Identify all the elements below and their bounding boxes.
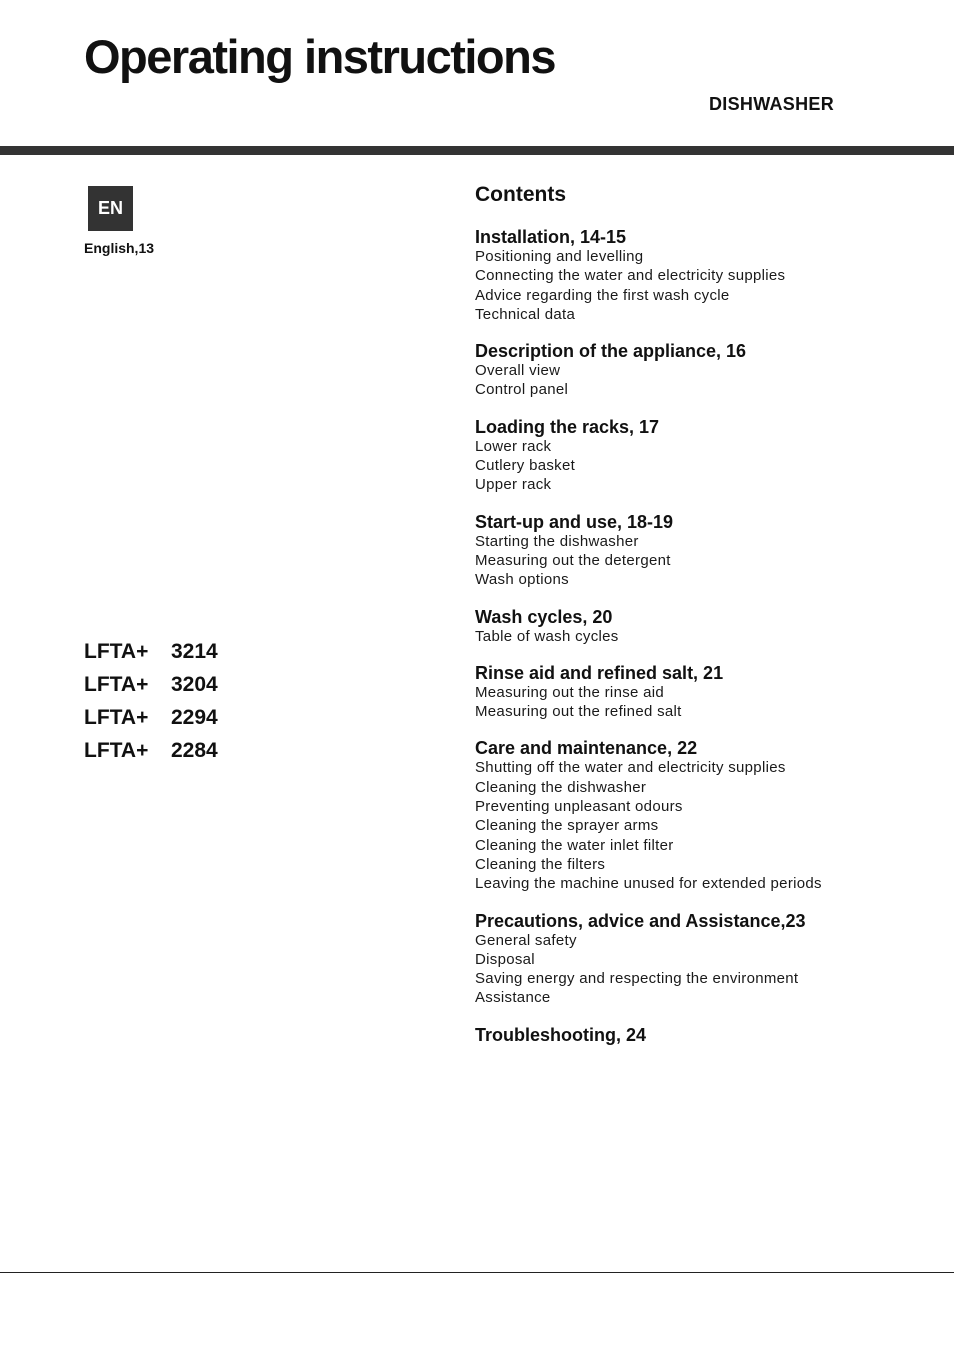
toc-item: Wash options <box>475 571 569 589</box>
language-badge: EN <box>88 186 133 231</box>
toc-section-title: Wash cycles, 20 <box>475 606 613 627</box>
toc-section-loading <box>475 417 945 495</box>
model-entry <box>84 638 218 671</box>
model-entry <box>84 737 218 770</box>
toc-section-title: Start-up and use, 18-19 <box>475 511 674 532</box>
toc-item: Connecting the water and electricity supplies <box>475 267 786 285</box>
toc-item: Assistance <box>475 989 551 1007</box>
product-type: DISHWASHER <box>708 94 834 114</box>
toc-item: Starting the dishwasher <box>475 532 639 550</box>
toc-section-title: Loading the racks, 17 <box>475 416 660 437</box>
toc-section-title: Precautions, advice and Assistance,23 <box>475 910 806 931</box>
toc-item: Measuring out the rinse aid <box>475 683 665 701</box>
model-number: 3204 <box>171 673 218 696</box>
toc-section-rinse-aid <box>475 663 945 722</box>
footer-divider <box>0 1272 954 1273</box>
model-series: LFTA+ <box>84 640 149 663</box>
toc-section-title: Installation, 14-15 <box>475 227 627 247</box>
toc-item: Control panel <box>475 381 569 399</box>
toc-item: Preventing unpleasant odours <box>475 798 683 816</box>
toc-section-precautions <box>475 911 945 1008</box>
toc-item: Cleaning the dishwasher <box>475 778 647 796</box>
toc-item: Lower rack <box>475 437 552 455</box>
toc-item: Saving energy and respecting the environment <box>475 970 799 988</box>
toc-item: Cutlery basket <box>475 457 576 475</box>
toc-item: Measuring out the detergent <box>475 551 671 569</box>
model-number: 2294 <box>171 706 218 729</box>
toc-item: Overall view <box>475 362 561 380</box>
model-number: 2284 <box>171 739 218 762</box>
toc-section-care <box>475 738 945 893</box>
toc-section-installation <box>475 227 945 324</box>
model-series: LFTA+ <box>84 706 149 729</box>
toc-section-title: Description of the appliance, 16 <box>475 341 747 362</box>
toc-item: Upper rack <box>475 476 552 494</box>
toc-item: Disposal <box>475 950 535 968</box>
model-series: LFTA+ <box>84 739 149 762</box>
toc-item: Shutting off the water and electricity supplies <box>475 759 786 777</box>
toc-section-title: Care and maintenance, 22 <box>475 738 698 759</box>
toc-section-title: Rinse aid and refined salt, 21 <box>475 662 724 683</box>
model-number: 3214 <box>171 640 218 663</box>
toc-section-troubleshooting <box>475 1025 945 1045</box>
model-entry <box>84 704 218 737</box>
contents-heading: Contents <box>475 183 566 206</box>
table-of-contents <box>475 180 945 1062</box>
toc-section-wash-cycles <box>475 607 945 646</box>
toc-item: Advice regarding the first wash cycle <box>475 286 730 304</box>
header-divider <box>0 146 954 155</box>
toc-section-title: Troubleshooting, 24 <box>475 1024 647 1045</box>
toc-item: Positioning and levelling <box>475 248 644 265</box>
model-entry <box>84 671 218 704</box>
toc-item: Cleaning the water inlet filter <box>475 836 674 854</box>
model-series: LFTA+ <box>84 673 149 696</box>
toc-item: Technical data <box>475 305 576 323</box>
toc-item: Cleaning the sprayer arms <box>475 817 659 835</box>
toc-section-description <box>475 341 945 400</box>
language-page-ref: English,13 <box>84 240 155 256</box>
toc-section-startup <box>475 512 945 590</box>
toc-item: Table of wash cycles <box>475 627 619 645</box>
toc-item: Measuring out the refined salt <box>475 703 682 721</box>
model-list <box>84 638 218 770</box>
page-title: Operating instructions <box>84 30 555 83</box>
toc-item: Leaving the machine unused for extended periods <box>475 875 822 893</box>
toc-item: Cleaning the filters <box>475 855 606 873</box>
toc-item: General safety <box>475 931 577 949</box>
